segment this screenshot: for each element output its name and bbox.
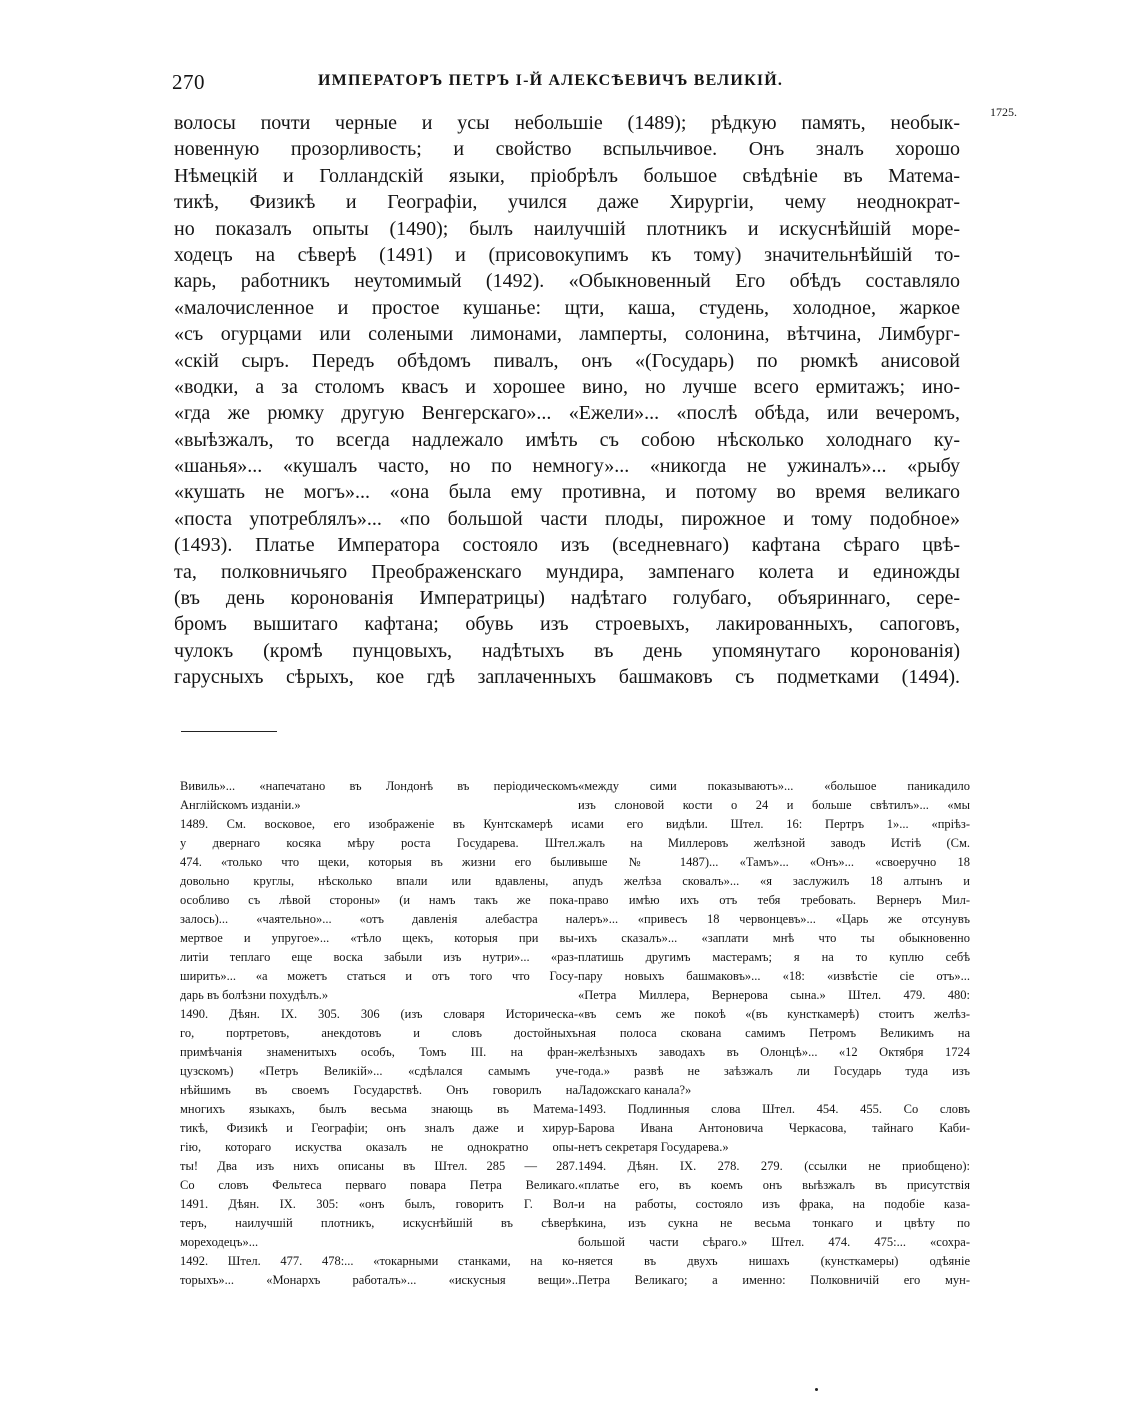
footnote-line: 1489. См. восковое, его изображеніе въ Кунтскамерѣ и (180, 817, 578, 831)
footnote-line: Барова Ивана Антоновича Черкасова, тайнаго Каби- (578, 1121, 970, 1135)
main-text-line: чулокъ (кромѣ пунцовыхъ, надѣтыхъ въ день упомянутаго коронованія) (174, 639, 960, 662)
footnote-line: примѣчанія знаменитыхъ особъ, Томъ III. на фран- (180, 1045, 578, 1059)
main-text-line: тикѣ, Физикѣ и Географіи, учился даже Хирургіи, чему неоднократ- (174, 191, 960, 214)
footnote-line: мертвое и упругое»... «тѣло щекъ, которыя при вы- (180, 931, 578, 945)
main-text-line: гарусныхъ сѣрыхъ, кое гдѣ заплаченныхъ башмаковъ съ подметками (1494). (174, 666, 960, 689)
footnote-line: литіи теплаго еще воска забыли изъ нутри»... «раз- (180, 950, 578, 964)
footnote-line: ширить»... «а можетъ статься и отъ того что Госу- (180, 969, 578, 983)
margin-year-note: 1725. (990, 105, 1017, 119)
footnote-line: 1494. Дѣян. IX. 278. 279. (ссылки не приобщено): (578, 1159, 970, 1173)
footnote-line: года.» развѣ не заѣзжалъ ли Государь туда изъ (578, 1064, 970, 1078)
footnote-line: «Петра Миллера, Вернерова сына.» Штел. 479. 480: (578, 988, 970, 1002)
footnote-line: дарь въ болѣзни похудѣлъ.» (180, 988, 329, 1002)
footnote-line: нѣйшимъ въ своемъ Государствѣ. Онъ говорилъ на (180, 1083, 578, 1097)
footnote-line: гію, котораго искуства оказалъ не однократно опы- (180, 1140, 578, 1154)
footnote-line: право имѣю ихъ отъ тебя требовать. Вернеръ Мил- (578, 893, 970, 907)
footnote-line: выше № 1487)... «Тамъ»... «Онъ»... «своеручно 18 (578, 855, 970, 869)
footnote-line: многихъ языкахъ, былъ весьма знающь въ Матема- (180, 1102, 578, 1116)
footnotes-right-column (578, 777, 970, 1290)
footnote-line: платишь другимъ мастерамъ; я на то куплю себѣ (578, 950, 970, 964)
footnote-line: теръ, наилучшій плотникъ, искуснѣйшій въ сѣверѣ (180, 1216, 578, 1230)
footnote-line: большой части сѣраго.» Штел. 474. 475:... «сохра- (578, 1235, 970, 1249)
print-speck (815, 1388, 818, 1391)
footnote-line: ты! Два изъ нихъ описаны въ Штел. 285 — 287. (180, 1159, 578, 1173)
main-text-line: «шанья»... «кушалъ часто, но по немногу»... «никогда не ужиналъ»... «рыбу (174, 455, 960, 478)
main-text-line: (1493). Платье Императора состояло изъ (вседневнаго) кафтана сѣраго цвѣ- (174, 534, 960, 557)
footnote-line: ихъ сказалъ»... «заплати мнѣ что ты обыкновенно (578, 931, 970, 945)
footnote-line: тикѣ, Физикѣ и Географіи; онъ зналъ даже и хирур- (180, 1121, 578, 1135)
footnote-line: Вивиль»... «напечатано въ Лондонѣ въ періодическомъ (180, 779, 578, 793)
main-text-line: «скій сыръ. Передъ обѣдомъ пивалъ, онъ «(Государь) по рюмкѣ анисовой (174, 349, 960, 372)
footnote-line: Петра Великаго; а именно: Полковничій его мун- (578, 1273, 970, 1287)
footnote-line: Со словъ Фельтеса перваго повара Петра Великаго. (180, 1178, 578, 1192)
footnote-line: «между сими показываютъ»... «большое паникадило (578, 779, 970, 793)
main-text-line: та, полковничьяго Преображенскаго мундира, зампенаго колета и единожды (174, 560, 960, 583)
footnote-line: нетъ секретаря Государева.» (578, 1140, 729, 1154)
main-text-line: (въ день коронованія Императрицы) надѣтаго голубаго, объяриннаго, сере- (174, 587, 960, 610)
footnote-line: у двернаго косяка мѣру роста Государева. Штел. (180, 836, 578, 850)
footnote-line: 1492. Штел. 477. 478:... «токарными станками, на ко- (180, 1254, 578, 1268)
footnote-line: залось)... «чаятельно»... «отъ давленія алебастра на (180, 912, 578, 926)
footnote-line: довольно круглы, нѣсколько впали или вдавлены, а (180, 874, 578, 888)
footnote-line: няется въ двухъ нишахъ (кунсткамеры) одѣяніе (578, 1254, 970, 1268)
footnote-line: жалъ на Миллеровъ желѣзной заводъ Истіѣ (См. (578, 836, 970, 850)
main-text-line: но показалъ опыты (1490); былъ наилучшій плотникъ и искуснѣйшій море- (174, 217, 960, 240)
footnote-line: ная полоса скована самимъ Петромъ Великимъ на (578, 1026, 970, 1040)
main-text-line: «малочисленное и простое кушанье: щти, каша, студень, холодное, жаркое (174, 296, 960, 319)
footnote-line: пару новыхъ башмаковъ»... «18: «извѣстіе сіе отъ»... (578, 969, 970, 983)
main-text-line: «съ огурцами или солеными лимонами, ламперты, солонина, вѣтчина, Лимбург- (174, 323, 960, 346)
footnote-line: мореходецъ»... (180, 1235, 259, 1249)
footnote-line: пудъ желѣза сковалъ»... «я заслужилъ 18 алтынъ и (578, 874, 970, 888)
footnote-line: особливо съ лѣвой стороны» (и намъ такъ же пока- (180, 893, 578, 907)
footnote-line: леръ»... «привесъ 18 червонцевъ»... «Царь же отсунувъ (578, 912, 970, 926)
running-title: ИМПЕРАТОРЪ ПЕТРЪ I-Й АЛЕКСѢЕВИЧЪ ВЕЛИКІЙ. (318, 72, 784, 89)
main-text-line: ходецъ на сѣверѣ (1491) и (присовокупимъ къ тому) значительнѣйшій то- (174, 243, 960, 266)
main-text-line: новенную прозорливость; и свойство вспыльчивое. Онъ зналъ хорошо (174, 138, 960, 161)
main-text-line: карь, работникъ неутомимый (1492). «Обыкновенный Его обѣдъ составляло (174, 270, 960, 293)
main-text-line: «водки, а за столомъ квасъ и хорошее вино, но лучше всего ермитажъ; ино- (174, 375, 960, 398)
footnote-line: цузскомъ) «Петръ Великій»... «сдѣлался самымъ уче- (180, 1064, 578, 1078)
main-text-line: «поста употреблялъ»... «по большой части плоды, пирожное и тому подобное» (174, 507, 960, 530)
footnote-line: Англійскомъ изданіи.» (180, 798, 301, 812)
footnote-separator (181, 731, 277, 732)
footnote-line: 1491. Дѣян. IX. 305: «онъ былъ, говоритъ Г. Вол- (180, 1197, 578, 1211)
footnote-line: и на работы, состояло изъ фрака, на подобіе каза- (578, 1197, 970, 1211)
main-text-line: волосы почти черные и усы небольшіе (1489); рѣдкую память, необык- (174, 112, 960, 134)
footnote-line: «въ семъ же покоѣ «(въ кунсткамерѣ) стоитъ желѣз- (578, 1007, 970, 1021)
footnote-line: торыхъ»... «Монархъ работалъ»... «искусныя вещи».. (180, 1273, 578, 1287)
footnote-line: изъ слоновой кости о 24 и больше свѣтилъ»... «мы (578, 798, 970, 812)
footnote-line: го, портретовъ, анекдотовъ и словъ достойныхъ (180, 1026, 578, 1040)
footnote-line: сами его видѣли. Штел. 16: Пертръ 1»... «пріѣз- (578, 817, 970, 831)
main-text-line: «выѣзжалъ, то всегда надлежало имѣть съ собою нѣсколько холоднаго ку- (174, 428, 960, 451)
footnote-line: «платье его, въ коемъ онъ выѣзжалъ въ присутствія (578, 1178, 970, 1192)
footnotes-left-column (180, 777, 578, 1290)
main-text-line: Нѣмецкій и Голландскій языки, пріобрѣлъ большое свѣдѣніе въ Матема- (174, 164, 960, 187)
main-text-line: «гда же рюмку другую Венгерскаго»... «Ежели»... «послѣ обѣда, или вечеромъ, (174, 402, 960, 425)
main-text-body (174, 110, 960, 691)
footnote-line: кина, изъ сукна не весьма тонкаго и цвѣту по (578, 1216, 970, 1230)
footnote-line: желѣзныхъ заводахъ въ Олонцѣ»... «12 Октября 1724 (578, 1045, 970, 1059)
main-text-line: бромъ вышитаго кафтана; обувь изъ строевыхъ, лакированныхъ, сапоговъ, (174, 613, 960, 636)
main-text-line: «кушать не могъ»... «она была ему противна, и потому во время великаго (174, 481, 960, 504)
footnote-line: Ладожскаго канала?» (578, 1083, 692, 1097)
footnote-line: 474. «только что щеки, которыя въ жизни его были (180, 855, 578, 869)
footnote-line: 1493. Подлинныя слова Штел. 454. 455. Со словъ (578, 1102, 970, 1116)
footnote-line: 1490. Дѣян. IX. 305. 306 (изъ словаря Историческа- (180, 1007, 578, 1021)
page-number: 270 (172, 70, 205, 94)
